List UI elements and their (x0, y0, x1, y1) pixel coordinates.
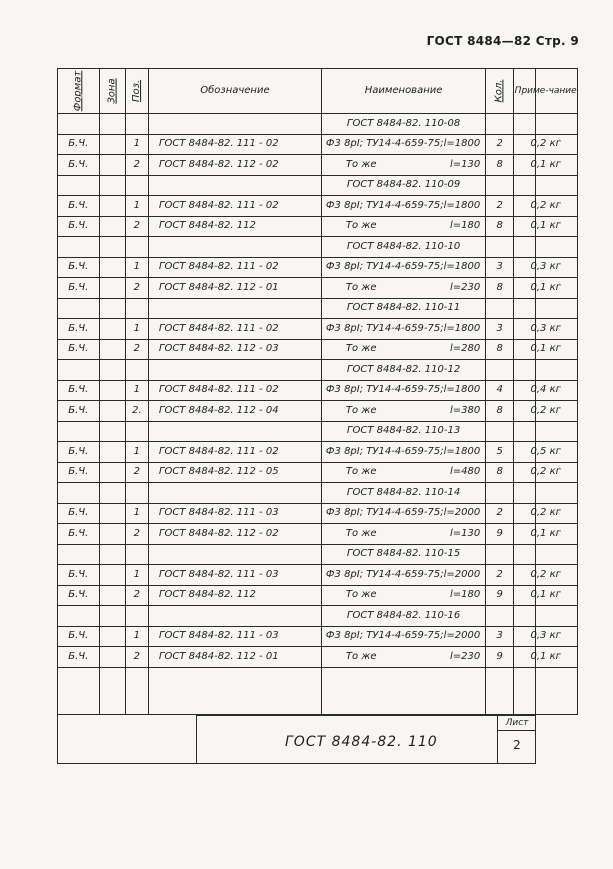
position-cell: 2 (125, 339, 148, 360)
empty-cell (125, 606, 148, 627)
name-cell (321, 380, 485, 401)
zone-cell (99, 565, 125, 586)
name-cell (321, 626, 485, 647)
empty-cell (148, 114, 321, 135)
zone-cell (99, 503, 125, 524)
designation-cell: ГОСТ 8484-82. 111 - 02 (148, 257, 321, 278)
name-main: Ф3 8рI; ТУ14-4-659-75; (325, 384, 444, 396)
name-length: l=380 (449, 404, 481, 416)
empty-cell (58, 360, 100, 381)
position-cell: 2 (125, 278, 148, 299)
col-name-header: Наименование (321, 69, 485, 114)
zone-cell (99, 196, 125, 217)
document-code: ГОСТ 8484-82. 110 (285, 734, 438, 750)
quantity-cell: 9 (486, 524, 514, 545)
name-main: Ф3 8рI; ТУ14-4-659-75; (325, 199, 444, 211)
table-row (58, 196, 578, 217)
name-cell (321, 647, 485, 668)
designation-cell: ГОСТ 8484-82. 111 - 02 (148, 196, 321, 217)
zone-cell (99, 380, 125, 401)
quantity-cell: 8 (486, 339, 514, 360)
designation-cell: ГОСТ 8484-82. 111 - 03 (148, 503, 321, 524)
designation-cell: ГОСТ 8484-82. 112 - 04 (148, 401, 321, 422)
empty-cell (514, 298, 578, 319)
empty-cell (58, 298, 100, 319)
name-main: Ф3 8рI; ТУ14-4-659-75; (325, 445, 444, 457)
empty-cell (514, 606, 578, 627)
group-title: ГОСТ 8484-82. 110-15 (321, 544, 485, 565)
note-cell: 0,1 кг (514, 647, 578, 668)
format-cell: Б.Ч. (58, 380, 100, 401)
sheet-number: 2 (513, 738, 521, 752)
name-length: l=480 (449, 466, 481, 478)
zone-cell (99, 134, 125, 155)
quantity-cell: 8 (486, 401, 514, 422)
format-cell: Б.Ч. (58, 626, 100, 647)
group-row (58, 360, 578, 381)
empty-cell (148, 421, 321, 442)
designation-cell: ГОСТ 8484-82. 112 - 01 (148, 647, 321, 668)
quantity-cell: 2 (486, 134, 514, 155)
position-cell: 1 (125, 626, 148, 647)
col-zone-header: Зона (99, 69, 125, 114)
empty-cell (514, 483, 578, 504)
name-cell (321, 257, 485, 278)
empty-cell (99, 544, 125, 565)
table-row (58, 134, 578, 155)
title-block (196, 715, 536, 764)
name-cell (321, 319, 485, 340)
group-row (58, 237, 578, 258)
empty-cell (486, 298, 514, 319)
empty-cell (58, 237, 100, 258)
name-length: l=180 (449, 220, 481, 232)
table-row (58, 462, 578, 483)
name-length: l=230 (449, 650, 481, 662)
quantity-cell: 5 (486, 442, 514, 463)
note-cell: 0,4 кг (514, 380, 578, 401)
zone-cell (99, 585, 125, 606)
table-row (58, 380, 578, 401)
zone-cell (99, 401, 125, 422)
name-length: l=1800 (443, 199, 481, 211)
note-cell: 0,2 кг (514, 503, 578, 524)
note-cell: 0,1 кг (514, 155, 578, 176)
empty-cell (99, 114, 125, 135)
empty-cell (58, 175, 100, 196)
note-cell: 0,1 кг (514, 585, 578, 606)
empty-cell (58, 483, 100, 504)
empty-cell (99, 360, 125, 381)
blank-row (58, 667, 578, 714)
position-cell: 2 (125, 647, 148, 668)
name-main: То же (345, 220, 377, 232)
empty-cell (58, 544, 100, 565)
designation-cell: ГОСТ 8484-82. 112 - 02 (148, 524, 321, 545)
empty-cell (486, 360, 514, 381)
group-row (58, 114, 578, 135)
name-length: l=2000 (443, 630, 481, 642)
table-row (58, 585, 578, 606)
empty-cell (486, 114, 514, 135)
format-cell: Б.Ч. (58, 319, 100, 340)
table-row (58, 401, 578, 422)
name-cell (321, 216, 485, 237)
col-qty-header: Кол. (486, 69, 514, 114)
note-cell: 0,3 кг (514, 319, 578, 340)
table-row (58, 647, 578, 668)
note-cell: 0,2 кг (514, 401, 578, 422)
position-cell: 1 (125, 442, 148, 463)
empty-cell (99, 237, 125, 258)
designation-cell: ГОСТ 8484-82. 111 - 02 (148, 442, 321, 463)
table-row (58, 565, 578, 586)
table-row (58, 155, 578, 176)
group-row (58, 298, 578, 319)
position-cell: 1 (125, 380, 148, 401)
format-cell: Б.Ч. (58, 216, 100, 237)
table-row (58, 442, 578, 463)
position-cell: 2. (125, 401, 148, 422)
sheet-box (497, 716, 536, 764)
designation-cell: ГОСТ 8484-82. 111 - 02 (148, 134, 321, 155)
zone-cell (99, 462, 125, 483)
name-main: То же (345, 589, 377, 601)
empty-cell (99, 421, 125, 442)
empty-cell (99, 298, 125, 319)
table-row (58, 319, 578, 340)
page-header: ГОСТ 8484—82 Стр. 9 (426, 34, 579, 48)
empty-cell (99, 606, 125, 627)
position-cell: 2 (125, 216, 148, 237)
name-length: l=180 (449, 589, 481, 601)
empty-cell (486, 237, 514, 258)
empty-cell (148, 175, 321, 196)
note-cell: 0,2 кг (514, 565, 578, 586)
empty-cell (486, 544, 514, 565)
format-cell: Б.Ч. (58, 257, 100, 278)
group-row (58, 421, 578, 442)
designation-cell: ГОСТ 8484-82. 112 - 01 (148, 278, 321, 299)
table-row (58, 257, 578, 278)
format-cell: Б.Ч. (58, 339, 100, 360)
empty-cell (125, 544, 148, 565)
format-cell: Б.Ч. (58, 462, 100, 483)
designation-cell: ГОСТ 8484-82. 112 (148, 585, 321, 606)
zone-cell (99, 339, 125, 360)
note-cell: 0,3 кг (514, 257, 578, 278)
col-pos-header: Поз. (125, 69, 148, 114)
group-title: ГОСТ 8484-82. 110-09 (321, 175, 485, 196)
quantity-cell: 3 (486, 319, 514, 340)
format-cell: Б.Ч. (58, 278, 100, 299)
zone-cell (99, 442, 125, 463)
empty-cell (125, 298, 148, 319)
name-cell (321, 134, 485, 155)
quantity-cell: 3 (486, 257, 514, 278)
designation-cell: ГОСТ 8484-82. 112 (148, 216, 321, 237)
col-designation-header: Обозначение (148, 69, 321, 114)
quantity-cell: 4 (486, 380, 514, 401)
table-row (58, 339, 578, 360)
format-cell: Б.Ч. (58, 134, 100, 155)
name-length: l=2000 (443, 568, 481, 580)
designation-cell: ГОСТ 8484-82. 111 - 03 (148, 626, 321, 647)
name-cell (321, 503, 485, 524)
name-main: Ф3 8рI; ТУ14-4-659-75; (325, 322, 444, 334)
designation-cell: ГОСТ 8484-82. 111 - 02 (148, 380, 321, 401)
name-length: l=280 (449, 343, 481, 355)
group-row (58, 544, 578, 565)
table-row (58, 503, 578, 524)
name-length: l=1800 (443, 138, 481, 150)
designation-cell: ГОСТ 8484-82. 112 - 03 (148, 339, 321, 360)
name-main: Ф3 8рI; ТУ14-4-659-75; (325, 630, 444, 642)
group-title: ГОСТ 8484-82. 110-08 (321, 114, 485, 135)
quantity-cell: 8 (486, 278, 514, 299)
empty-cell (58, 114, 100, 135)
zone-cell (99, 524, 125, 545)
quantity-cell: 2 (486, 196, 514, 217)
note-cell: 0,1 кг (514, 216, 578, 237)
name-main: То же (345, 650, 377, 662)
name-length: l=1800 (443, 261, 481, 273)
col-note-header: Приме-чание (514, 69, 578, 114)
note-cell: 0,1 кг (514, 339, 578, 360)
format-cell: Б.Ч. (58, 196, 100, 217)
name-cell (321, 442, 485, 463)
col-format-header: Формат (58, 69, 100, 114)
empty-cell (514, 175, 578, 196)
group-title: ГОСТ 8484-82. 110-10 (321, 237, 485, 258)
zone-cell (99, 155, 125, 176)
name-main: Ф3 8рI; ТУ14-4-659-75; (325, 138, 444, 150)
empty-cell (486, 483, 514, 504)
quantity-cell: 9 (486, 585, 514, 606)
position-cell: 2 (125, 585, 148, 606)
note-cell: 0,1 кг (514, 524, 578, 545)
empty-cell (514, 360, 578, 381)
empty-cell (99, 483, 125, 504)
empty-cell (148, 298, 321, 319)
group-title: ГОСТ 8484-82. 110-13 (321, 421, 485, 442)
empty-cell (125, 237, 148, 258)
name-main: Ф3 8рI; ТУ14-4-659-75; (325, 568, 444, 580)
zone-cell (99, 278, 125, 299)
name-cell (321, 278, 485, 299)
table-body (58, 114, 578, 668)
zone-cell (99, 319, 125, 340)
designation-cell: ГОСТ 8484-82. 112 - 05 (148, 462, 321, 483)
name-length: l=1800 (443, 322, 481, 334)
zone-cell (99, 257, 125, 278)
name-cell (321, 155, 485, 176)
format-cell: Б.Ч. (58, 585, 100, 606)
empty-cell (99, 175, 125, 196)
empty-cell (486, 606, 514, 627)
designation-cell: ГОСТ 8484-82. 112 - 02 (148, 155, 321, 176)
empty-cell (148, 483, 321, 504)
name-length: l=130 (449, 527, 481, 539)
empty-cell (125, 175, 148, 196)
format-cell: Б.Ч. (58, 524, 100, 545)
name-main: То же (345, 158, 377, 170)
group-row (58, 606, 578, 627)
position-cell: 1 (125, 134, 148, 155)
empty-cell (486, 175, 514, 196)
note-cell: 0,2 кг (514, 196, 578, 217)
name-main: То же (345, 466, 377, 478)
group-row (58, 483, 578, 504)
name-cell (321, 524, 485, 545)
specification-table (57, 68, 578, 715)
empty-cell (514, 544, 578, 565)
name-cell (321, 196, 485, 217)
name-main: Ф3 8рI; ТУ14-4-659-75; (325, 507, 444, 519)
name-main: То же (345, 527, 377, 539)
name-main: То же (345, 404, 377, 416)
quantity-cell: 8 (486, 216, 514, 237)
name-main: Ф3 8рI; ТУ14-4-659-75; (325, 261, 444, 273)
name-cell (321, 339, 485, 360)
empty-cell (148, 360, 321, 381)
empty-cell (58, 421, 100, 442)
name-main: То же (345, 281, 377, 293)
name-length: l=1800 (443, 445, 481, 457)
format-cell: Б.Ч. (58, 565, 100, 586)
empty-cell (125, 114, 148, 135)
quantity-cell: 9 (486, 647, 514, 668)
position-cell: 2 (125, 524, 148, 545)
name-cell (321, 565, 485, 586)
note-cell: 0,2 кг (514, 462, 578, 483)
quantity-cell: 2 (486, 565, 514, 586)
name-length: l=1800 (443, 384, 481, 396)
empty-cell (514, 237, 578, 258)
group-title: ГОСТ 8484-82. 110-12 (321, 360, 485, 381)
empty-cell (58, 606, 100, 627)
table-row (58, 278, 578, 299)
group-title: ГОСТ 8484-82. 110-14 (321, 483, 485, 504)
empty-cell (148, 544, 321, 565)
empty-cell (125, 421, 148, 442)
empty-cell (125, 483, 148, 504)
position-cell: 1 (125, 196, 148, 217)
sheet-label: Лист (498, 718, 536, 731)
position-cell: 1 (125, 257, 148, 278)
position-cell: 2 (125, 155, 148, 176)
name-cell (321, 462, 485, 483)
position-cell: 1 (125, 319, 148, 340)
position-cell: 1 (125, 565, 148, 586)
format-cell: Б.Ч. (58, 503, 100, 524)
position-cell: 1 (125, 503, 148, 524)
format-cell: Б.Ч. (58, 442, 100, 463)
group-row (58, 175, 578, 196)
format-cell: Б.Ч. (58, 401, 100, 422)
designation-cell: ГОСТ 8484-82. 111 - 03 (148, 565, 321, 586)
empty-cell (514, 114, 578, 135)
note-cell: 0,2 кг (514, 134, 578, 155)
table-row (58, 626, 578, 647)
zone-cell (99, 216, 125, 237)
group-title: ГОСТ 8484-82. 110-16 (321, 606, 485, 627)
quantity-cell: 3 (486, 626, 514, 647)
table-header-row (58, 69, 578, 114)
name-cell (321, 401, 485, 422)
empty-cell (486, 421, 514, 442)
empty-cell (148, 606, 321, 627)
name-length: l=230 (449, 281, 481, 293)
table-row (58, 216, 578, 237)
name-length: l=130 (449, 158, 481, 170)
zone-cell (99, 626, 125, 647)
position-cell: 2 (125, 462, 148, 483)
name-length: l=2000 (443, 507, 481, 519)
designation-cell: ГОСТ 8484-82. 111 - 02 (148, 319, 321, 340)
zone-cell (99, 647, 125, 668)
note-cell: 0,5 кг (514, 442, 578, 463)
table-row (58, 524, 578, 545)
quantity-cell: 8 (486, 462, 514, 483)
group-title: ГОСТ 8484-82. 110-11 (321, 298, 485, 319)
empty-cell (514, 421, 578, 442)
empty-cell (125, 360, 148, 381)
note-cell: 0,3 кг (514, 626, 578, 647)
name-main: То же (345, 343, 377, 355)
format-cell: Б.Ч. (58, 155, 100, 176)
quantity-cell: 2 (486, 503, 514, 524)
name-cell (321, 585, 485, 606)
empty-cell (148, 237, 321, 258)
note-cell: 0,1 кг (514, 278, 578, 299)
format-cell: Б.Ч. (58, 647, 100, 668)
quantity-cell: 8 (486, 155, 514, 176)
